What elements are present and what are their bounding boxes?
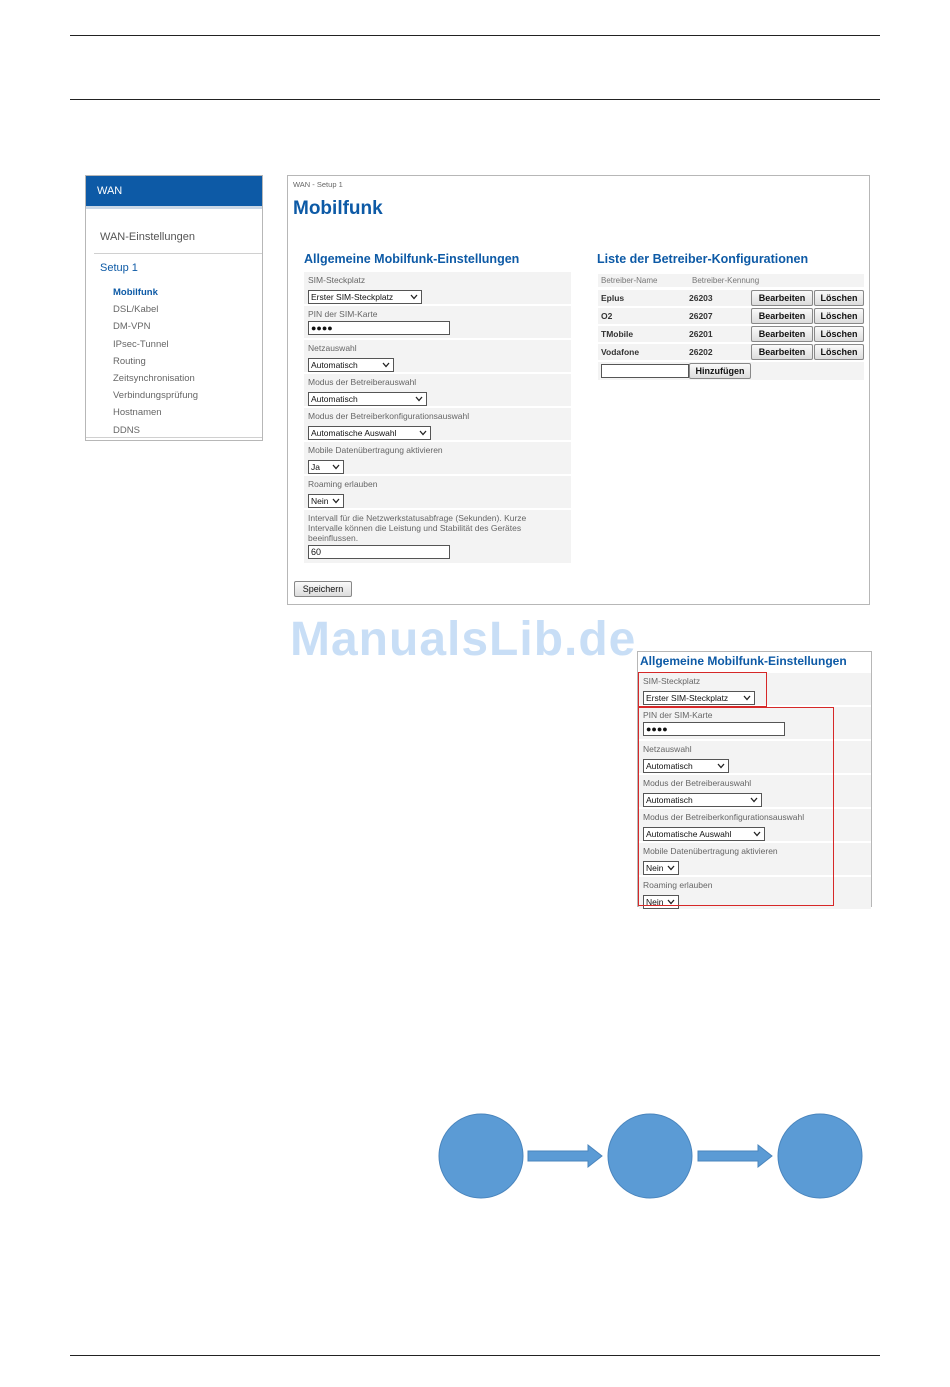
zoom-title: Allgemeine Mobilfunk-Einstellungen [640, 654, 847, 668]
config-mode-value: Automatische Auswahl [311, 428, 397, 438]
chevron-down-icon [409, 291, 419, 303]
config-mode-label: Modus der Betreiberkonfigurationsauswahl [308, 411, 470, 421]
edit-button[interactable]: Bearbeiten [751, 308, 813, 324]
delete-button[interactable]: Löschen [814, 308, 864, 324]
pin-input[interactable]: ●●●● [308, 321, 450, 335]
pin-label: PIN der SIM-Karte [308, 309, 378, 319]
chevron-down-icon [331, 461, 341, 473]
sidebar-item-hostnamen[interactable]: Hostnamen [113, 407, 162, 419]
field-operator-mode [304, 374, 571, 408]
sim-slot-label: SIM-Steckplatz [308, 275, 366, 285]
delete-button[interactable]: Löschen [814, 326, 864, 342]
footer-rule [70, 1355, 880, 1356]
table-row [598, 308, 864, 324]
config-mode-select[interactable] [308, 426, 431, 440]
zoom-operator-mode-value: Automatisch [646, 795, 693, 805]
operator-mode-label: Modus der Betreiberauswahl [308, 377, 417, 387]
flow-arrow-2 [698, 1145, 772, 1167]
new-operator-input[interactable] [601, 364, 689, 378]
edit-button[interactable]: Bearbeiten [751, 326, 813, 342]
field-config-mode [304, 408, 571, 442]
operator-id: 26201 [689, 329, 713, 339]
field-interval [304, 510, 571, 565]
zoom-sim-slot-label: SIM-Steckplatz [643, 676, 701, 686]
network-select[interactable] [308, 358, 394, 372]
zoom-roaming-label: Roaming erlauben [643, 880, 713, 890]
general-settings-title: Allgemeine Mobilfunk-Einstellungen [304, 252, 520, 266]
field-sim-slot [304, 272, 571, 306]
zoom-config-mode-value: Automatische Auswahl [646, 829, 732, 839]
mobile-data-value: Ja [311, 462, 320, 472]
interval-input[interactable]: 60 [308, 545, 450, 559]
delete-button[interactable]: Löschen [814, 344, 864, 360]
zoom-roaming-value: Nein [646, 897, 664, 907]
sidebar-item-setup-1[interactable]: Setup 1 [100, 262, 138, 274]
sidebar-item-ddns[interactable]: DDNS [113, 424, 140, 436]
sidebar-item-ipsec-tunnel[interactable]: IPsec-Tunnel [113, 338, 169, 350]
roaming-label: Roaming erlauben [308, 479, 378, 489]
operator-mode-select[interactable] [308, 392, 427, 406]
operator-name: Eplus [601, 293, 625, 303]
mobile-data-select[interactable] [308, 460, 344, 474]
col-operator-name: Betreiber-Name [601, 276, 658, 285]
save-button[interactable]: Speichern [294, 581, 352, 597]
watermark: ManualsLib.de [290, 613, 637, 666]
table-row [598, 344, 864, 360]
field-pin [304, 306, 571, 340]
network-value: Automatisch [311, 360, 358, 370]
zoom-pin-input[interactable]: ●●●● [643, 722, 785, 736]
flow-arrow-1 [528, 1145, 602, 1167]
sidebar-item-dm-vpn[interactable]: DM-VPN [113, 321, 151, 333]
zoom-sim-slot-value: Erster SIM-Steckplatz [646, 693, 729, 703]
flow-circle-3 [778, 1114, 862, 1198]
chevron-down-icon [414, 393, 424, 405]
sidebar-submenu [86, 284, 262, 439]
zoom-config-mode-label: Modus der Betreiberkonfigurationsauswahl [643, 812, 805, 822]
operator-mode-value: Automatisch [311, 394, 358, 404]
zoom-network-label: Netzauswahl [643, 744, 692, 754]
header-rule [70, 99, 880, 100]
table-row [598, 290, 864, 306]
zoom-pin-label: PIN der SIM-Karte [643, 710, 713, 720]
operator-name: Vodafone [601, 347, 640, 357]
operator-id: 26203 [689, 293, 713, 303]
add-button[interactable]: Hinzufügen [689, 363, 751, 379]
operators-header [598, 274, 864, 287]
chevron-down-icon [381, 359, 391, 371]
sidebar-bottom-border [86, 437, 262, 440]
field-roaming [304, 476, 571, 510]
sidebar [85, 175, 263, 441]
zoom-network-value: Automatisch [646, 761, 693, 771]
roaming-select[interactable] [308, 494, 344, 508]
sidebar-item-zeitsynchronisation[interactable]: Zeitsynchronisation [113, 372, 195, 384]
delete-button[interactable]: Löschen [814, 290, 864, 306]
operator-id: 26202 [689, 347, 713, 357]
field-network [304, 340, 571, 374]
operator-name: O2 [601, 311, 613, 321]
sidebar-item-wan-einstellungen[interactable]: WAN-Einstellungen [100, 231, 195, 243]
highlight-settings [638, 707, 834, 906]
breadcrumb: WAN - Setup 1 [293, 180, 343, 189]
zoom-operator-mode-label: Modus der Betreiberauswahl [643, 778, 752, 788]
interval-label: Intervall für die Netzwerkstatusabfrage (Sekunden). Kurze Intervalle können die Leistung und Stabilität des Gerätes beeinflussen. [308, 513, 527, 543]
operators-table [598, 274, 864, 380]
main-panel [287, 175, 870, 605]
field-mobile-data [304, 442, 571, 476]
sidebar-item-verbindungspruefung[interactable]: Verbindungsprüfung [113, 390, 199, 402]
network-label: Netzauswahl [308, 343, 357, 353]
mobile-data-label: Mobile Datenübertragung aktivieren [308, 445, 443, 455]
edit-button[interactable]: Bearbeiten [751, 344, 813, 360]
col-operator-id: Betreiber-Kennung [692, 276, 760, 285]
highlight-sim-slot [638, 672, 767, 707]
page-title: Mobilfunk [293, 198, 383, 219]
zoom-mobile-data-label: Mobile Datenübertragung aktivieren [643, 846, 778, 856]
operators-title: Liste der Betreiber-Konfigurationen [597, 252, 809, 266]
flow-circle-2 [608, 1114, 692, 1198]
operator-name: TMobile [601, 329, 634, 339]
roaming-value: Nein [311, 496, 329, 506]
chevron-down-icon [331, 495, 341, 507]
operator-id: 26207 [689, 311, 713, 321]
sidebar-item-routing[interactable]: Routing [113, 355, 146, 367]
add-operator-row [598, 362, 864, 380]
flow-diagram [430, 1105, 870, 1210]
sim-slot-select[interactable] [308, 290, 422, 304]
sidebar-header-wan[interactable]: WAN [86, 176, 262, 209]
sim-slot-value: Erster SIM-Steckplatz [311, 292, 394, 302]
flow-circle-1 [439, 1114, 523, 1198]
edit-button[interactable]: Bearbeiten [751, 290, 813, 306]
zoom-mobile-data-value: Nein [646, 863, 664, 873]
sidebar-item-mobilfunk[interactable]: Mobilfunk [113, 287, 158, 298]
sidebar-item-dsl-kabel[interactable]: DSL/Kabel [113, 304, 159, 316]
general-settings-form [304, 272, 571, 565]
table-row [598, 326, 864, 342]
chevron-down-icon [418, 427, 428, 439]
top-rule [70, 35, 880, 36]
